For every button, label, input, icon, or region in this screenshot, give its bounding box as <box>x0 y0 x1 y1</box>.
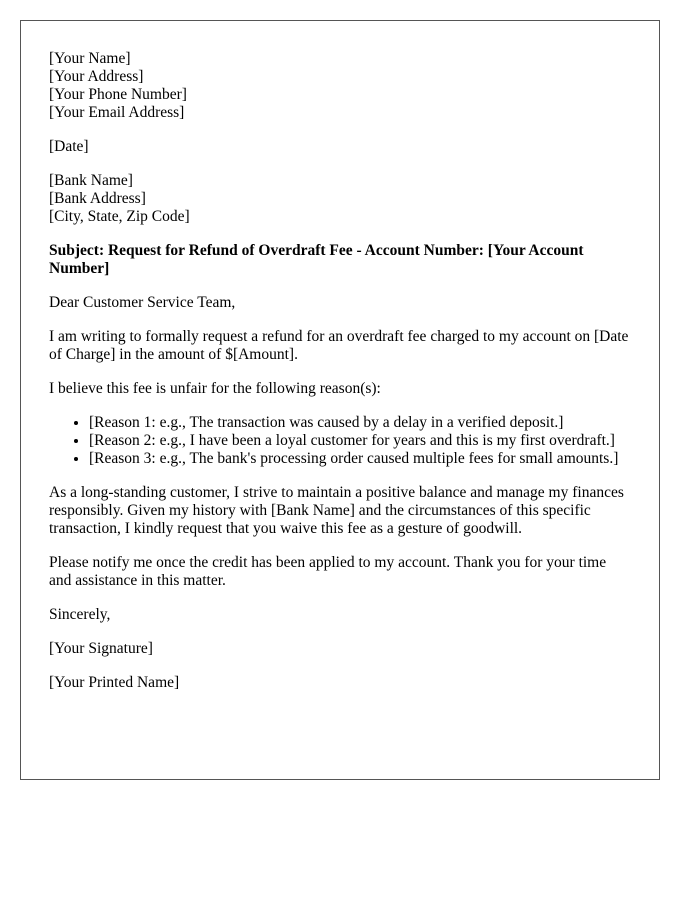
letter-page <box>20 20 660 780</box>
letter-date: [Date] <box>49 138 89 155</box>
reasons-list <box>49 414 631 468</box>
reason-item-2: • [Reason 2: e.g., I have been a loyal customer for years and this is my first overdraft.] <box>89 432 631 450</box>
recipient-block <box>49 172 631 226</box>
sender-block <box>49 50 631 122</box>
subject-line: Subject: Request for Refund of Overdraft Fee - Account Number: [Your Account Number] <box>49 242 584 277</box>
salutation: Dear Customer Service Team, <box>49 294 236 311</box>
signature: [Your Signature] <box>49 640 153 657</box>
reason-item-3: • [Reason 3: e.g., The bank's processing order caused multiple fees for small amounts.] <box>89 450 631 468</box>
printed-name: [Your Printed Name] <box>49 674 180 691</box>
reason-item-1: • [Reason 1: e.g., The transaction was caused by a delay in a verified deposit.] <box>89 414 631 432</box>
sender-phone: [Your Phone Number] <box>49 86 187 103</box>
sender-email: [Your Email Address] <box>49 104 185 121</box>
closing-request-paragraph: Please notify me once the credit has been applied to my account. Thank you for your time and assistance in this matter. <box>49 554 607 589</box>
recipient-city-state-zip: [City, State, Zip Code] <box>49 208 190 225</box>
recipient-bank-name: [Bank Name] <box>49 172 133 189</box>
sender-address: [Your Address] <box>49 68 144 85</box>
history-paragraph: As a long-standing customer, I strive to maintain a positive balance and manage my finances responsibly. Given my history with [Bank Name] and the circumstances of this specific transaction, I kindly request that you waive this fee as a gesture of goodwill. <box>49 484 624 537</box>
reasons-lead-paragraph: I believe this fee is unfair for the following reason(s): <box>49 380 381 397</box>
intro-paragraph: I am writing to formally request a refund for an overdraft fee charged to my account on [Date of Charge] in the amount of $[Amount]. <box>49 328 629 363</box>
date-block <box>49 138 631 156</box>
closing: Sincerely, <box>49 606 111 623</box>
sender-name: [Your Name] <box>49 50 131 67</box>
recipient-bank-address: [Bank Address] <box>49 190 146 207</box>
